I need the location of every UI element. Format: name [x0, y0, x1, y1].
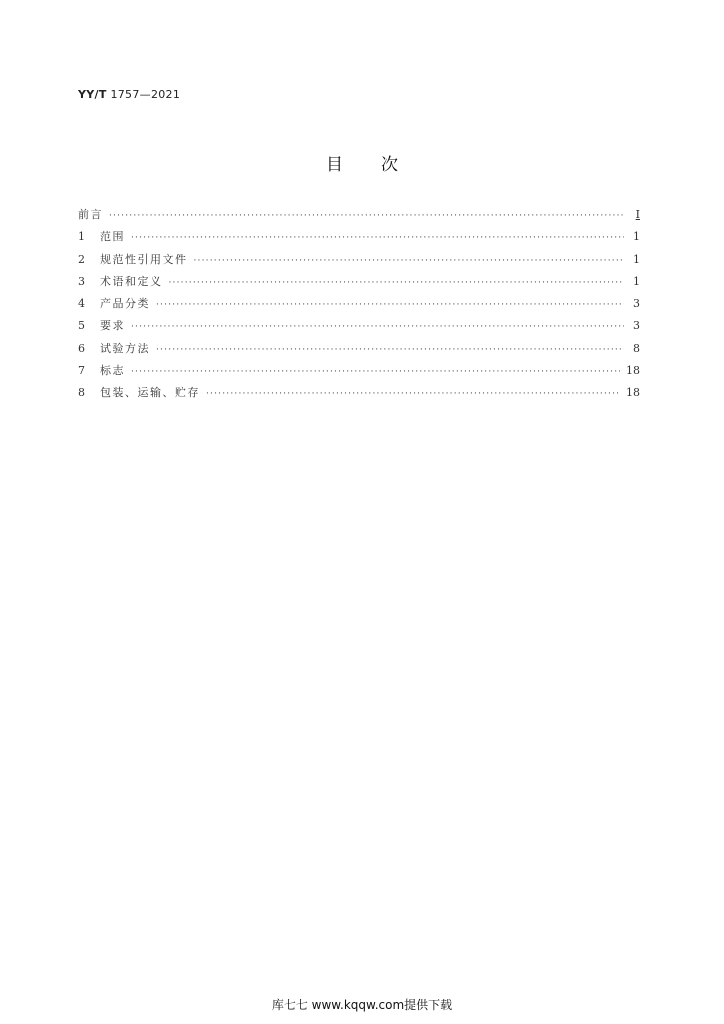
toc-item-label: 术语和定义 [100, 274, 163, 288]
toc-item-scope[interactable] [78, 230, 640, 252]
toc-leader-dots [109, 209, 624, 223]
toc-item-number: 8 [78, 386, 85, 400]
toc-leader-dots [131, 365, 620, 379]
toc-leader-dots [194, 254, 625, 268]
toc-item-label: 产品分类 [100, 297, 150, 311]
toc-item-number: 1 [78, 230, 85, 244]
toc-item-page: 3 [633, 297, 640, 311]
toc-item-label: 包装、运输、贮存 [100, 386, 200, 400]
toc-leader-dots [131, 231, 624, 245]
toc-item-number: 2 [78, 252, 85, 266]
toc-item-requirements[interactable] [78, 319, 640, 341]
toc-item-page: 1 [633, 252, 640, 266]
toc-item-page: 18 [626, 364, 640, 378]
toc-leader-dots [206, 387, 620, 401]
toc-item-page: 8 [633, 341, 640, 355]
toc-item-number: 6 [78, 341, 85, 355]
toc-item-test-methods[interactable] [78, 342, 640, 364]
toc-item-product-classification[interactable] [78, 297, 640, 319]
toc-item-page: 1 [633, 274, 640, 288]
toc-item-page: 18 [626, 386, 640, 400]
toc-item-label: 范围 [100, 230, 125, 244]
toc-leader-dots [156, 343, 624, 357]
standard-prefix: YY/T [78, 88, 107, 101]
toc-leader-dots [131, 320, 624, 334]
toc-item-label: 规范性引用文件 [100, 252, 188, 266]
toc-item-page: 3 [633, 319, 640, 333]
toc-item-label: 试验方法 [100, 341, 150, 355]
toc-item-marking[interactable] [78, 364, 640, 386]
standard-code [78, 88, 180, 101]
toc-leader-dots [156, 298, 624, 312]
toc-item-number: 4 [78, 297, 85, 311]
toc-item-label: 要求 [100, 319, 125, 333]
toc-leader-dots [169, 276, 625, 290]
toc-item-page: I [635, 208, 640, 221]
table-of-contents [78, 208, 640, 409]
toc-item-label: 前言 [78, 208, 103, 221]
toc-item-number: 7 [78, 364, 85, 378]
toc-item-number: 3 [78, 274, 85, 288]
toc-item-normative-references[interactable] [78, 253, 640, 275]
standard-number: 1757—2021 [110, 88, 181, 101]
toc-item-terms-definitions[interactable] [78, 275, 640, 297]
toc-item-page: 1 [633, 230, 640, 244]
toc-item-packaging-transport-storage[interactable] [78, 386, 640, 408]
toc-title: 目次 [326, 155, 436, 175]
toc-item-number: 5 [78, 319, 85, 333]
download-source-footer: 库七七 www.kqqw.com提供下载 [271, 998, 453, 1012]
toc-item-foreword[interactable] [78, 208, 640, 230]
toc-item-label: 标志 [100, 364, 125, 378]
